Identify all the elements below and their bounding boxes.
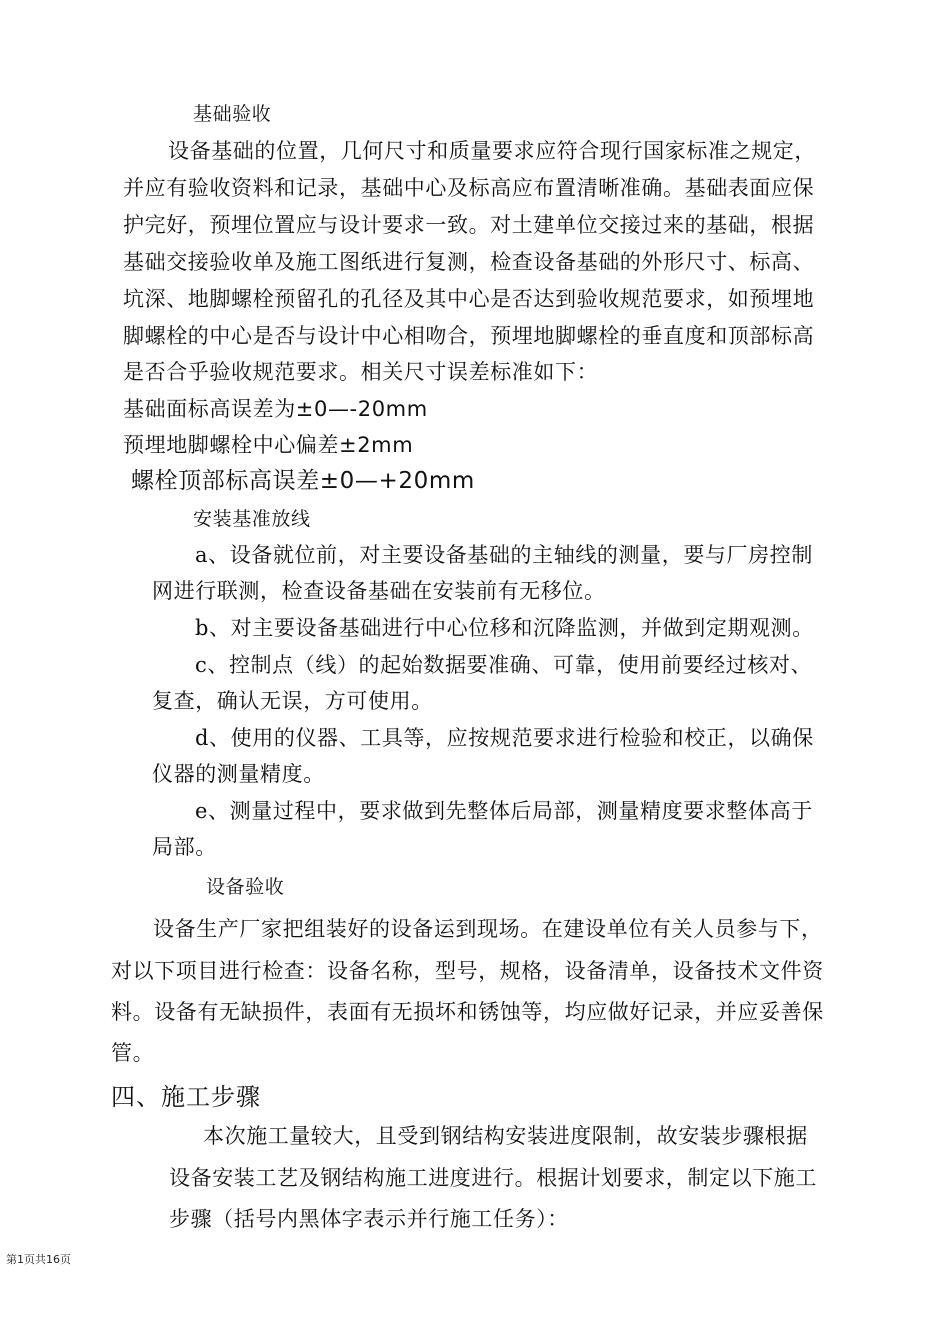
list-item: e、测量过程中，要求做到先整体后局部，测量精度要求整体高于 — [195, 799, 813, 823]
paragraph-line: 护完好，预埋位置应与设计要求一致。对土建单位交接过来的基础，根据 — [123, 213, 815, 237]
tolerance-line: 预埋地脚螺栓中心偏差±2mm — [123, 433, 414, 457]
section-title-equipment-acceptance: 设备验收 — [206, 876, 285, 898]
paragraph-line: 基础交接验收单及施工图纸进行复测，检查设备基础的外形尺寸、标高、 — [123, 250, 815, 274]
paragraph-line: 对以下项目进行检查：设备名称，型号，规格，设备清单，设备技术文件资 — [111, 959, 824, 983]
list-item-continuation: 复查，确认无误，方可使用。 — [152, 689, 433, 713]
section-title-foundation-acceptance: 基础验收 — [193, 103, 272, 125]
page-indicator: 第1页共16页 — [6, 1253, 71, 1266]
list-item-continuation: 网进行联测，检查设备基础在安装前有无移位。 — [152, 579, 606, 603]
tolerance-line: 螺栓顶部标高误差±0—+20mm — [131, 468, 475, 494]
section-title-installation-baseline: 安装基准放线 — [193, 508, 311, 530]
paragraph-line: 步骤（括号内黑体字表示并行施工任务）： — [169, 1207, 569, 1231]
paragraph-line: 并应有验收资料和记录，基础中心及标高应布置清晰准确。基础表面应保 — [123, 176, 815, 200]
list-item: b、对主要设备基础进行中心位移和沉降监测，并做到定期观测。 — [195, 616, 814, 640]
paragraph-line: 是否合乎验收规范要求。相关尺寸误差标准如下： — [123, 360, 599, 384]
paragraph-line: 脚螺栓的中心是否与设计中心相吻合，预埋地脚螺栓的垂直度和顶部标高 — [123, 324, 815, 348]
paragraph-line: 设备安装工艺及钢结构施工进度进行。根据计划要求，制定以下施工 — [169, 1166, 817, 1190]
paragraph-line: 设备生产厂家把组装好的设备运到现场。在建设单位有关人员参与下， — [153, 917, 823, 941]
paragraph-line: 本次施工量较大，且受到钢结构安装进度限制，故安装步骤根据 — [203, 1124, 808, 1148]
list-item: c、控制点（线）的起始数据要准确、可靠，使用前要经过核对、 — [195, 653, 813, 677]
paragraph-line: 料。设备有无缺损件，表面有无损坏和锈蚀等，均应做好记录，并应妥善保 — [111, 1000, 824, 1024]
tolerance-line: 基础面标高误差为±0—-20mm — [123, 397, 428, 421]
list-item-continuation: 仪器的测量精度。 — [152, 762, 325, 786]
list-item-continuation: 局部。 — [152, 835, 217, 859]
list-item: a、设备就位前，对主要设备基础的主轴线的测量，要与厂房控制 — [195, 543, 813, 567]
paragraph-line: 管。 — [111, 1041, 155, 1065]
paragraph-line: 设备基础的位置，几何尺寸和质量要求应符合现行国家标准之规定， — [168, 139, 816, 163]
list-item: d、使用的仪器、工具等，应按规范要求进行检验和校正，以确保 — [195, 726, 814, 750]
paragraph-line: 坑深、地脚螺栓预留孔的孔径及其中心是否达到验收规范要求，如预埋地 — [123, 287, 815, 311]
section-heading-construction-steps: 四、施工步骤 — [111, 1083, 261, 1111]
